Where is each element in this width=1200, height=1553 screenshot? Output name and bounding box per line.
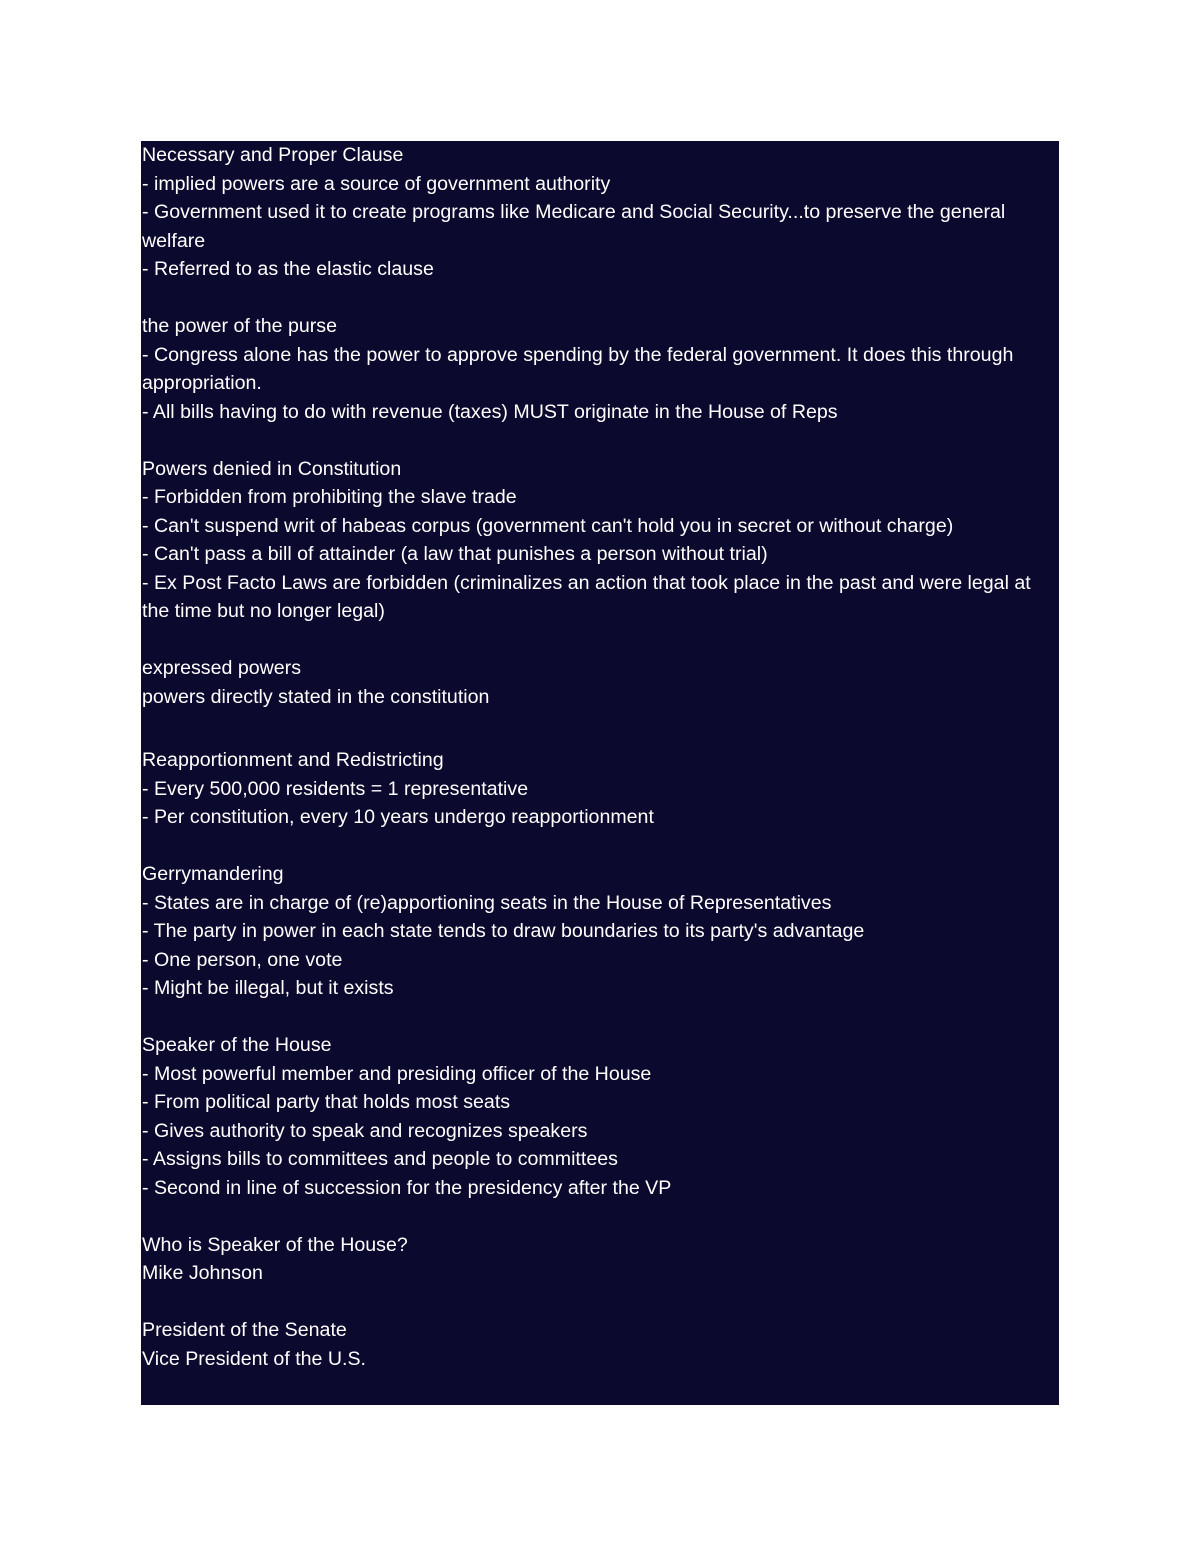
section-powers-denied — [142, 455, 1053, 626]
note-line: - Every 500,000 residents = 1 representative — [142, 777, 529, 800]
note-line: - Ex Post Facto Laws are forbidden (criminalizes an action that took place in the past and were legal at the time but no longer legal) — [142, 571, 1031, 622]
section-heading: Reapportionment and Redistricting — [142, 749, 444, 771]
note-line: - Second in line of succession for the presidency after the VP — [142, 1176, 672, 1199]
section-heading: Powers denied in Constitution — [142, 457, 402, 480]
note-line: - From political party that holds most seats — [142, 1091, 511, 1113]
section-reapportionment — [142, 746, 1053, 832]
note-line: - Might be illegal, but it exists — [142, 977, 394, 999]
note-line: - Gives authority to speak and recognizes speakers — [142, 1119, 588, 1142]
note-line: powers directly stated in the constitution — [142, 685, 490, 708]
note-line: - implied powers are a source of government authority — [142, 172, 611, 195]
note-line: - Can't suspend writ of habeas corpus (government can't hold you in secret or without charge) — [142, 514, 954, 537]
section-heading: Who is Speaker of the House? — [142, 1233, 408, 1256]
section-heading: Necessary and Proper Clause — [142, 144, 404, 166]
note-line: - One person, one vote — [142, 948, 343, 971]
section-power-of-the-purse — [142, 312, 1053, 426]
note-line: - Congress alone has the power to approve spending by the federal government. It does this through appropriation. — [142, 343, 1014, 394]
section-heading: the power of the purse — [142, 315, 337, 337]
section-gerrymandering — [142, 860, 1053, 1003]
section-necessary-and-proper — [142, 141, 1053, 284]
section-president-of-senate — [142, 1316, 1053, 1373]
note-line: - The party in power in each state tends to draw boundaries to its party's advantage — [142, 920, 865, 942]
section-who-is-speaker — [142, 1231, 1053, 1288]
section-heading: President of the Senate — [142, 1319, 347, 1341]
note-line: - States are in charge of (re)apportioning seats in the House of Representatives — [142, 891, 832, 914]
note-line: - Assigns bills to committees and people to committees — [142, 1148, 618, 1170]
section-heading: expressed powers — [142, 657, 302, 679]
note-line: - Government used it to create programs like Medicare and Social Security...to preserve the general welfare — [142, 201, 1006, 252]
note-line: - Forbidden from prohibiting the slave trade — [142, 486, 517, 508]
note-line: - Can't pass a bill of attainder (a law that punishes a person without trial) — [142, 543, 768, 565]
section-expressed-powers — [142, 654, 1053, 711]
section-heading: Speaker of the House — [142, 1034, 332, 1056]
note-line: Mike Johnson — [142, 1262, 263, 1284]
section-speaker-of-the-house — [142, 1031, 1053, 1202]
note-line: - Per constitution, every 10 years undergo reapportionment — [142, 806, 654, 828]
section-heading: Gerrymandering — [142, 863, 284, 885]
notes-panel — [141, 141, 1059, 1405]
note-line: - Most powerful member and presiding officer of the House — [142, 1062, 652, 1085]
note-line: - Referred to as the elastic clause — [142, 258, 434, 280]
note-line: - All bills having to do with revenue (taxes) MUST originate in the House of Reps — [142, 400, 838, 423]
note-line: Vice President of the U.S. — [142, 1347, 366, 1370]
